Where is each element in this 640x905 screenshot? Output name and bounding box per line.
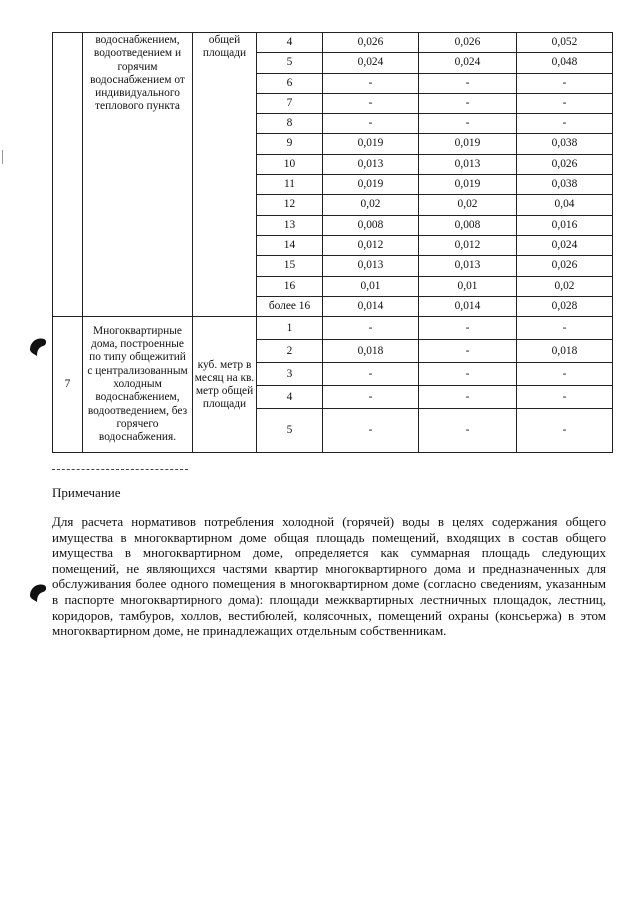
floors-cell: 7 (257, 93, 323, 113)
value-cell: 0,019 (323, 134, 419, 154)
norms-table (52, 32, 613, 453)
value-cell: 0,013 (323, 256, 419, 276)
value-cell: 0,052 (517, 33, 613, 53)
value-cell: 0,01 (419, 276, 517, 296)
punch-hole-icon (28, 582, 48, 604)
value-cell: 0,013 (419, 256, 517, 276)
value-cell: 0,026 (517, 256, 613, 276)
value-cell: - (323, 114, 419, 134)
value-cell: - (419, 363, 517, 386)
value-cell: 0,019 (419, 134, 517, 154)
value-cell: - (419, 386, 517, 409)
row-number-cell: 7 (53, 317, 83, 453)
value-cell: 0,048 (517, 53, 613, 73)
note-text: Для расчета нормативов потребления холодной (горячей) воды в целях содержания общего имущества в многоквартирном доме общая площадь помещений, входящих в состав общего имущества в многоквартирном доме, определяется как суммарная площадь следующих помещений, не являющихся частями квартир многоквартирного дома и предназначенных для обслуживания более одного помещения в многоквартирном доме (согласно сведениям, указанным в паспорте многоквартирного дома): площади межквартирных лестничных площадок, лестниц, коридоров, тамбуров, холлов, вестибюлей, колясочных, помещений охраны (консьержа) в этом многоквартирном доме, не принадлежащих отдельным собственникам. (52, 514, 606, 639)
floors-cell: 8 (257, 114, 323, 134)
floors-cell: 16 (257, 276, 323, 296)
value-cell: 0,012 (323, 235, 419, 255)
value-cell: - (517, 73, 613, 93)
value-cell: 0,04 (517, 195, 613, 215)
value-cell: - (323, 93, 419, 113)
floors-cell: 15 (257, 256, 323, 276)
table-row (53, 33, 613, 53)
floors-cell: 9 (257, 134, 323, 154)
value-cell: 0,038 (517, 134, 613, 154)
value-cell: - (323, 317, 419, 340)
value-cell: - (323, 73, 419, 93)
value-cell: 0,024 (419, 53, 517, 73)
punch-hole-icon (28, 336, 48, 358)
description-cell: водоснабжением, водоотведением и горячим водоснабжением от индивидуального теплового пункта (83, 33, 193, 317)
value-cell: - (419, 409, 517, 453)
value-cell: 0,018 (323, 340, 419, 363)
value-cell: - (323, 363, 419, 386)
value-cell: 0,008 (419, 215, 517, 235)
table-row (53, 317, 613, 340)
value-cell: 0,01 (323, 276, 419, 296)
floors-cell: 6 (257, 73, 323, 93)
value-cell: - (517, 386, 613, 409)
value-cell: 0,018 (517, 340, 613, 363)
value-cell: 0,019 (323, 175, 419, 195)
value-cell: 0,02 (323, 195, 419, 215)
value-cell: - (323, 386, 419, 409)
value-cell: - (323, 409, 419, 453)
unit-cell: общей площади (193, 33, 257, 317)
value-cell: - (419, 93, 517, 113)
value-cell: 0,024 (323, 53, 419, 73)
value-cell: - (419, 340, 517, 363)
floors-cell: 4 (257, 33, 323, 53)
floors-cell: 10 (257, 154, 323, 174)
floors-cell: 13 (257, 215, 323, 235)
row-number-cell (53, 33, 83, 317)
note-title: Примечание (52, 485, 121, 500)
floors-cell: 11 (257, 175, 323, 195)
floors-cell: более 16 (257, 296, 323, 316)
margin-mark (2, 150, 3, 164)
table-group-a (53, 33, 613, 317)
note-separator (52, 469, 188, 470)
value-cell: 0,008 (323, 215, 419, 235)
value-cell: 0,016 (517, 215, 613, 235)
value-cell: - (419, 73, 517, 93)
value-cell: 0,026 (517, 154, 613, 174)
floors-cell: 14 (257, 235, 323, 255)
value-cell: 0,013 (419, 154, 517, 174)
value-cell: 0,026 (419, 33, 517, 53)
value-cell: 0,02 (517, 276, 613, 296)
value-cell: 0,014 (419, 296, 517, 316)
value-cell: - (517, 409, 613, 453)
value-cell: 0,013 (323, 154, 419, 174)
value-cell: - (517, 363, 613, 386)
table-group-b (53, 317, 613, 453)
floors-cell: 2 (257, 340, 323, 363)
floors-cell: 5 (257, 409, 323, 453)
value-cell: 0,012 (419, 235, 517, 255)
floors-cell: 12 (257, 195, 323, 215)
value-cell: 0,024 (517, 235, 613, 255)
value-cell: 0,014 (323, 296, 419, 316)
value-cell: - (419, 114, 517, 134)
value-cell: 0,026 (323, 33, 419, 53)
value-cell: - (419, 317, 517, 340)
floors-cell: 1 (257, 317, 323, 340)
value-cell: - (517, 317, 613, 340)
description-cell: Многоквартирные дома, построенные по типу общежитий с централизованным холодным водоснабжением, водоотведением, без горячего водоснабжения. (83, 317, 193, 453)
value-cell: - (517, 93, 613, 113)
floors-cell: 5 (257, 53, 323, 73)
value-cell: 0,02 (419, 195, 517, 215)
value-cell: - (517, 114, 613, 134)
value-cell: 0,028 (517, 296, 613, 316)
unit-cell: куб. метр в месяц на кв. метр общей площади (193, 317, 257, 453)
floors-cell: 3 (257, 363, 323, 386)
floors-cell: 4 (257, 386, 323, 409)
value-cell: 0,019 (419, 175, 517, 195)
value-cell: 0,038 (517, 175, 613, 195)
